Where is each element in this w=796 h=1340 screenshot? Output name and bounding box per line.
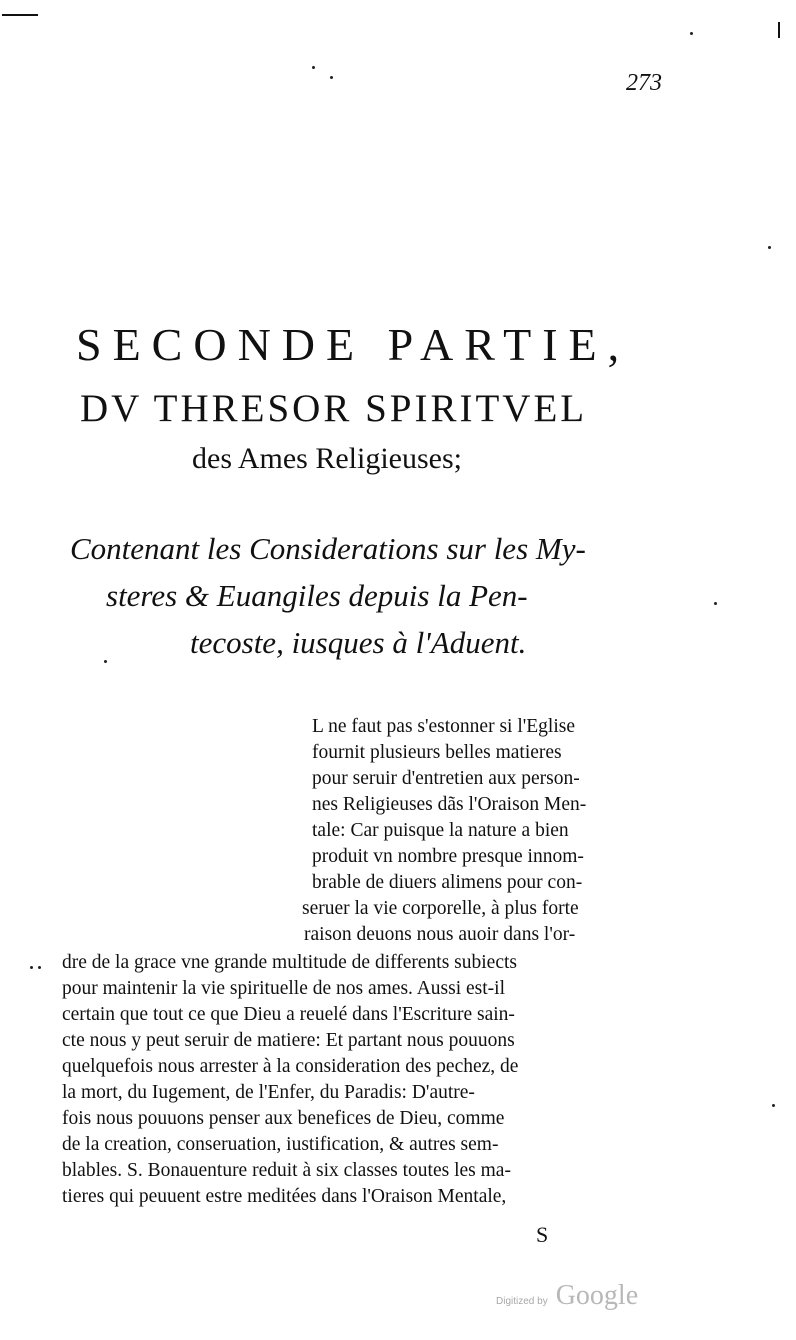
ink-speck <box>312 66 315 69</box>
ink-speck <box>690 32 693 35</box>
text-line: dre de la grace vne grande multitude de differents subiects <box>62 952 518 973</box>
text-line: de la creation, conseruation, iustification, & autres sem- <box>62 1134 499 1155</box>
ink-speck <box>768 246 771 249</box>
google-logo: Google <box>555 1280 639 1311</box>
subtitle-line: Contenant les Considerations sur les My- <box>70 531 586 566</box>
ink-speck <box>30 966 33 969</box>
text-line: nes Religieuses dãs l'Oraison Men- <box>312 794 587 815</box>
part-title: SECONDE PARTIE, <box>76 319 631 370</box>
text-line: blables. S. Bonauenture reduit à six classes toutes les ma- <box>62 1160 511 1181</box>
text-line: raison deuons nous auoir dans l'or- <box>304 924 576 945</box>
ink-speck <box>714 602 717 605</box>
text-line: fournit plusieurs belles matieres <box>312 742 562 763</box>
section-subtitle <box>70 525 670 666</box>
text-line: quelquefois nous arrester à la consideration des pechez, de <box>62 1056 519 1077</box>
text-line: tieres qui peuuent estre meditées dans l'Oraison Mentale, <box>62 1186 507 1207</box>
text-line: certain que tout ce que Dieu a reuelé dans l'Escriture sain- <box>62 1004 515 1025</box>
ink-speck <box>772 1104 775 1107</box>
text-line: L ne faut pas s'estonner si l'Eglise <box>312 716 575 737</box>
text-line: pour seruir d'entretien aux person- <box>312 768 580 789</box>
text-line: la mort, du Iugement, de l'Enfer, du Paradis: D'autre- <box>62 1082 475 1103</box>
watermark-prefix: Digitized by <box>496 1296 548 1307</box>
subtitle-line: tecoste, iusques à l'Aduent. <box>190 625 527 660</box>
text-line: produit vn nombre presque innom- <box>312 846 584 867</box>
page-number: 273 <box>626 70 662 96</box>
signature-mark: S <box>536 1222 549 1247</box>
text-line: pour maintenir la vie spirituelle de nos ames. Aussi est-il <box>62 978 505 999</box>
ink-speck <box>330 76 333 79</box>
subtitle-line: steres & Euangiles depuis la Pen- <box>106 578 528 613</box>
book-title: DV THRESOR SPIRITVEL <box>80 387 588 430</box>
text-line: seruer la vie corporelle, à plus forte <box>302 898 579 919</box>
ink-speck <box>38 966 41 969</box>
text-line: tale: Car puisque la nature a bien <box>312 820 569 841</box>
scan-edge-mark <box>778 22 780 38</box>
scan-edge-mark <box>2 14 38 16</box>
text-line: brable de diuers alimens pour con- <box>312 872 583 893</box>
ink-speck <box>104 660 107 663</box>
book-title-continued: des Ames Religieuses; <box>192 442 462 475</box>
text-line: fois nous pouuons penser aux benefices de Dieu, comme <box>62 1108 505 1129</box>
text-line: cte nous y peut seruir de matiere: Et partant nous pouuons <box>62 1030 515 1051</box>
digitized-watermark <box>496 1280 638 1312</box>
